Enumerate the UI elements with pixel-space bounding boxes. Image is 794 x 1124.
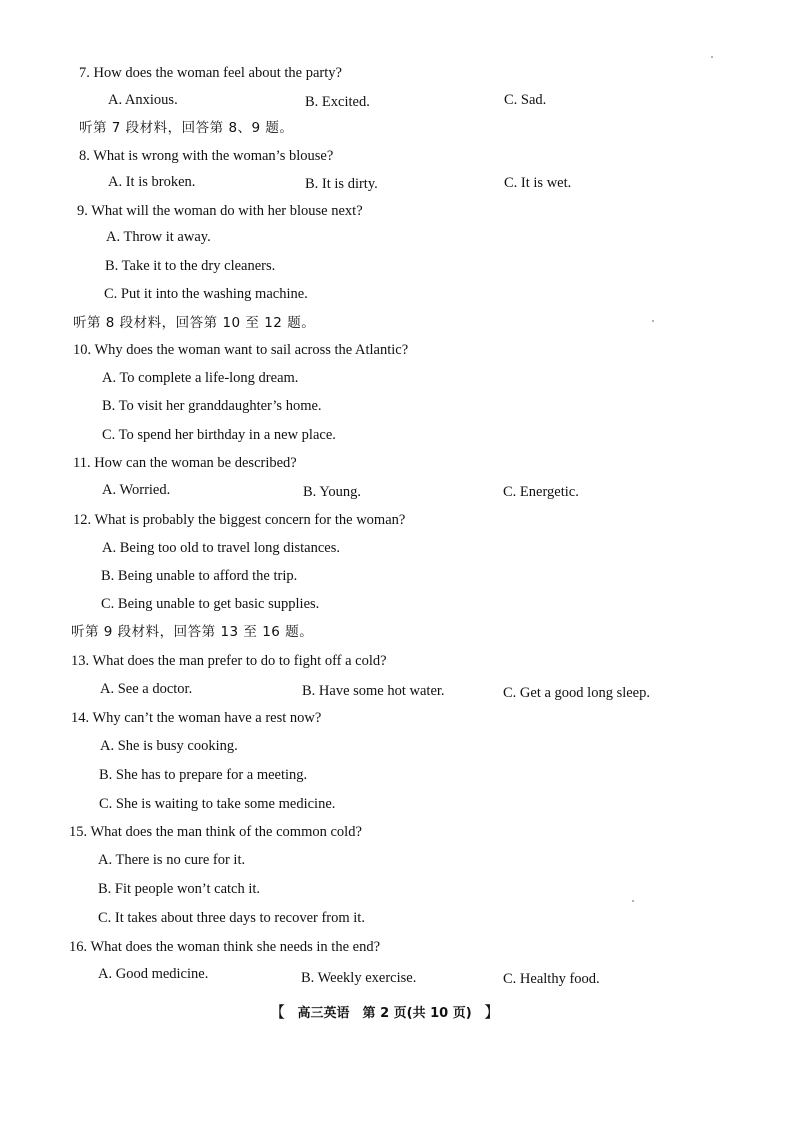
q13-option-b: B. Have some hot water. <box>302 683 445 699</box>
q9-option-b: B. Take it to the dry cleaners. <box>105 258 276 274</box>
section-heading-9: 听第 9 段材料，回答第 13 至 16 题。 <box>71 624 314 640</box>
footer-bracket-open: 【 <box>270 1003 286 1021</box>
q8-option-a: A. It is broken. <box>108 174 196 190</box>
question-13: 13. What does the man prefer to do to fight off a cold? <box>71 653 387 669</box>
question-15: 15. What does the man think of the common cold? <box>69 824 362 840</box>
q13-option-a: A. See a doctor. <box>100 681 193 697</box>
q8-option-b: B. It is dirty. <box>305 176 378 192</box>
question-16: 16. What does the woman think she needs in the end? <box>69 939 381 955</box>
q7-option-a: A. Anxious. <box>108 92 178 108</box>
q15-option-b: B. Fit people won’t catch it. <box>98 881 261 897</box>
q11-option-c: C. Energetic. <box>503 484 579 500</box>
question-14: 14. Why can’t the woman have a rest now? <box>71 710 322 726</box>
q7-option-c: C. Sad. <box>504 92 547 108</box>
question-7: 7. How does the woman feel about the party? <box>79 65 342 81</box>
q10-option-b: B. To visit her granddaughter’s home. <box>102 398 322 414</box>
question-12: 12. What is probably the biggest concern for the woman? <box>73 512 406 528</box>
q8-option-c: C. It is wet. <box>504 175 572 191</box>
q14-option-c: C. She is waiting to take some medicine. <box>99 796 336 812</box>
question-10: 10. Why does the woman want to sail across the Atlantic? <box>73 342 409 358</box>
q7-option-b: B. Excited. <box>305 94 370 110</box>
q14-option-a: A. She is busy cooking. <box>100 738 238 754</box>
q10-option-a: A. To complete a life-long dream. <box>102 370 299 386</box>
page-footer <box>270 1002 499 1024</box>
footer-page-info: 高三英语 第 2 页(共 10 页) <box>297 1006 472 1021</box>
q9-option-a: A. Throw it away. <box>106 229 211 245</box>
q11-option-a: A. Worried. <box>102 482 171 498</box>
section-heading-7: 听第 7 段材料，回答第 8、9 题。 <box>79 120 294 136</box>
question-9: 9. What will the woman do with her blouse next? <box>77 203 363 219</box>
q13-option-c: C. Get a good long sleep. <box>503 685 650 701</box>
q15-option-c: C. It takes about three days to recover from it. <box>98 910 365 926</box>
q14-option-b: B. She has to prepare for a meeting. <box>99 767 308 783</box>
scan-speck <box>652 320 654 322</box>
q12-option-a: A. Being too old to travel long distances. <box>102 540 341 556</box>
q15-option-a: A. There is no cure for it. <box>98 852 246 868</box>
scan-speck <box>711 56 713 58</box>
q12-option-b: B. Being unable to afford the trip. <box>101 568 298 584</box>
section-heading-8: 听第 8 段材料，回答第 10 至 12 题。 <box>73 315 316 331</box>
question-11: 11. How can the woman be described? <box>73 455 297 471</box>
q16-option-a: A. Good medicine. <box>98 966 209 982</box>
q10-option-c: C. To spend her birthday in a new place. <box>102 427 336 443</box>
q16-option-c: C. Healthy food. <box>503 971 600 987</box>
q9-option-c: C. Put it into the washing machine. <box>104 286 308 302</box>
q12-option-c: C. Being unable to get basic supplies. <box>101 596 320 612</box>
q11-option-b: B. Young. <box>303 484 362 500</box>
question-8: 8. What is wrong with the woman’s blouse? <box>79 148 334 164</box>
q16-option-b: B. Weekly exercise. <box>301 970 417 986</box>
scan-speck <box>632 900 634 902</box>
footer-bracket-close: 】 <box>484 1003 500 1021</box>
